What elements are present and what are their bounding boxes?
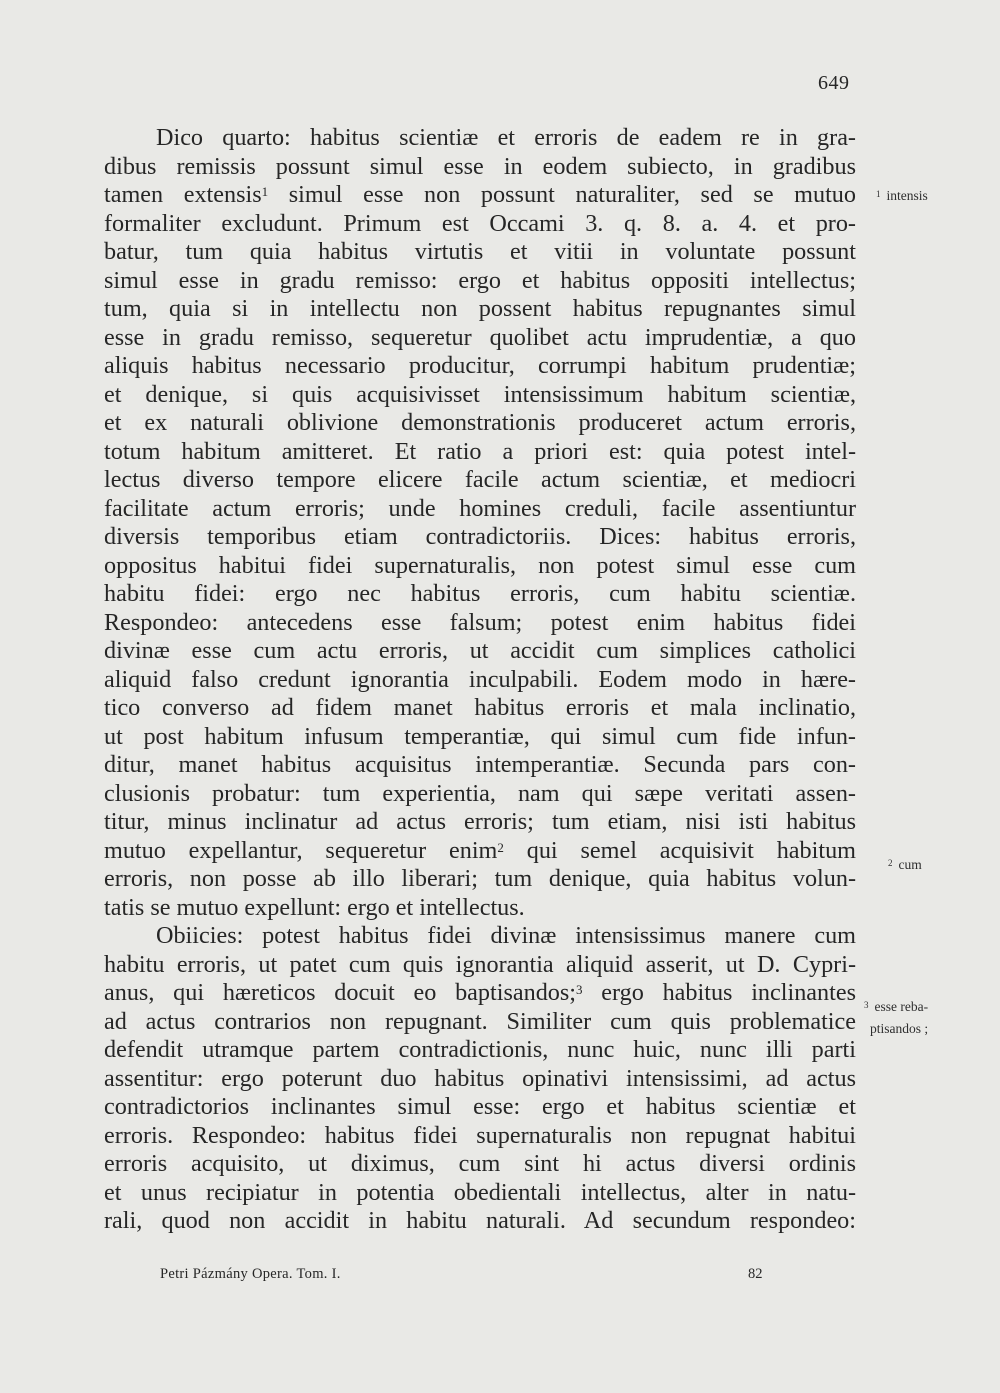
text-line-segment: Respondeo: antecedens esse falsum; potest enim habitus fidei <box>104 608 856 636</box>
text-line <box>104 210 856 239</box>
text-line <box>104 894 856 923</box>
text-line-segment: diversis temporibus etiam contradictoriis. Dices: habitus erroris, <box>104 523 856 550</box>
text-line-segment: simul esse in gradu remisso: ergo et habitus oppositi intellectus; <box>104 266 856 294</box>
text-line <box>104 523 856 552</box>
text-line-segment: lectus diverso tempore elicere facile actum scientiæ, et mediocri <box>104 466 856 493</box>
text-line <box>104 324 856 353</box>
text-line <box>104 637 856 666</box>
margin-note-3-continued-text: ptisandos ; <box>870 1021 929 1036</box>
text-line-segment: aliquis habitus necessario producitur, corrumpi habitum prudentiæ; <box>104 352 856 379</box>
text-line-segment: rali, quod non accidit in habitu naturali. Ad secundum respondeo: <box>104 1207 856 1234</box>
text-line <box>104 352 856 381</box>
text-line-segment: simul esse non possunt naturaliter, sed se mutuo <box>268 181 856 208</box>
margin-note-3-text: esse reba- <box>874 999 929 1014</box>
text-line <box>104 1065 856 1094</box>
text-line-segment: erroris acquisito, ut diximus, cum sint hi actus diversi ordinis <box>104 1150 856 1177</box>
text-line <box>104 609 856 638</box>
text-line <box>104 1122 856 1151</box>
text-line-segment: habitu erroris, ut patet cum quis ignorantia aliquid asserit, ut D. Cypri- <box>104 950 856 978</box>
text-line-segment: facilitate actum erroris; unde homines creduli, facile assentiuntur <box>104 494 856 522</box>
text-line <box>104 1036 856 1065</box>
text-line <box>104 694 856 723</box>
margin-note-2-text: cum <box>898 857 922 872</box>
text-line-segment: defendit utramque partem contradictionis, nunc huic, nunc illi parti <box>104 1036 856 1063</box>
text-line <box>104 1179 856 1208</box>
text-line <box>104 979 856 1008</box>
text-line-segment: et denique, si quis acquisivisset intensissimum habitum scientiæ, <box>104 380 856 408</box>
margin-note-1-text: intensis <box>886 188 928 203</box>
text-line-segment: erroris, non posse ab illo liberari; tum denique, quia habitus volun- <box>104 865 856 892</box>
text-line <box>104 552 856 581</box>
text-line-segment: ditur, manet habitus acquisitus intemperantiæ. Secunda pars con- <box>104 751 856 778</box>
text-line-segment: divinæ esse cum actu erroris, ut accidit cum simplices catholici <box>104 637 856 664</box>
margin-note-3-number: 3 <box>864 1000 869 1010</box>
text-line <box>104 951 856 980</box>
text-line-segment: dibus remissis possunt simul esse in eodem subiecto, in gradibus <box>104 152 856 180</box>
text-line <box>104 381 856 410</box>
text-line <box>104 780 856 809</box>
text-line-segment: et unus recipiatur in potentia obedientali intellectus, alter in natu- <box>104 1178 856 1206</box>
footnote-marker: 3 <box>576 982 583 997</box>
text-line-segment: habitu fidei: ergo nec habitus erroris, cum habitu scientiæ. <box>104 580 856 607</box>
text-line <box>104 238 856 267</box>
text-line-segment: tum, quia si in intellectu non possent habitus repugnantes simul <box>104 295 856 322</box>
margin-note-1-number: 1 <box>876 189 881 199</box>
text-line <box>104 808 856 837</box>
text-line <box>104 865 856 894</box>
text-line-segment: totum habitum amitteret. Et ratio a priori est: quia potest intel- <box>104 437 856 465</box>
margin-note-3 <box>864 998 928 1015</box>
text-line <box>104 580 856 609</box>
text-line-segment: aliquid falso credunt ignorantia inculpabili. Eodem modo in hære- <box>104 665 856 693</box>
margin-note-2 <box>888 856 922 873</box>
text-line <box>104 751 856 780</box>
page-number: 649 <box>818 72 850 94</box>
text-line-segment: titur, minus inclinatur ad actus erroris; tum etiam, nisi isti habitus <box>104 808 856 835</box>
text-line-segment: et ex naturali oblivione demonstrationis produceret actum erroris, <box>104 409 856 436</box>
text-line-segment: tico converso ad fidem manet habitus erroris et mala inclinatio, <box>104 694 856 721</box>
text-line-segment: qui semel acquisivit habitum <box>503 836 856 864</box>
text-line <box>104 438 856 467</box>
text-line <box>104 267 856 296</box>
body-text <box>104 124 856 1236</box>
text-line-segment: tatis se mutuo expellunt: ergo et intellectus. <box>104 893 525 921</box>
footnote-marker: 1 <box>261 184 269 199</box>
text-line-segment: assentitur: ergo poterunt duo habitus opinativi intensissimi, ad actus <box>104 1064 856 1092</box>
text-line-segment: formaliter excludunt. Primum est Occami 3. q. 8. a. 4. et pro- <box>104 209 856 237</box>
margin-note-2-number: 2 <box>888 858 893 868</box>
text-line-segment: ergo habitus inclinantes <box>582 979 856 1006</box>
text-line-segment: erroris. Respondeo: habitus fidei supernaturalis non repugnat habitui <box>104 1121 856 1149</box>
footer-title: Petri Pázmány Opera. Tom. I. <box>160 1266 341 1282</box>
text-line <box>104 495 856 524</box>
text-line <box>104 466 856 495</box>
margin-note-1 <box>876 187 928 204</box>
text-line <box>104 922 856 951</box>
text-line-segment: contradictorios inclinantes simul esse: ergo et habitus scientiæ et <box>104 1093 856 1120</box>
text-line-segment: anus, qui hæreticos docuit eo baptisandos; <box>104 979 577 1006</box>
text-line <box>104 409 856 438</box>
text-line-segment: oppositus habitui fidei supernaturalis, non potest simul esse cum <box>104 551 856 579</box>
text-line <box>104 723 856 752</box>
footer-signature: 82 <box>748 1266 763 1282</box>
text-line-segment: clusionis probatur: tum experientia, nam qui sæpe veritati assen- <box>104 779 856 807</box>
text-line <box>104 837 856 866</box>
text-line <box>104 1093 856 1122</box>
text-line-segment: esse in gradu remisso, sequeretur quolibet actu imprudentiæ, a quo <box>104 323 856 351</box>
text-line <box>104 153 856 182</box>
text-line-segment: ad actus contrarios non repugnant. Similiter cum quis problematice <box>104 1007 856 1035</box>
text-line-segment: ut post habitum infusum temperantiæ, qui simul cum fide infun- <box>104 722 856 750</box>
text-line <box>104 124 856 153</box>
text-line-segment: tamen extensis <box>104 181 262 208</box>
margin-note-3-continued <box>870 1020 928 1037</box>
text-line-segment: Dico quarto: habitus scientiæ et erroris de eadem re in gra- <box>156 124 856 151</box>
text-line <box>104 181 856 210</box>
text-line <box>104 1207 856 1236</box>
text-line-segment: batur, tum quia habitus virtutis et vitii in voluntate possunt <box>104 238 856 265</box>
footnote-marker: 2 <box>497 839 504 855</box>
text-line <box>104 1150 856 1179</box>
text-line-segment: Obiicies: potest habitus fidei divinæ intensissimus manere cum <box>156 922 856 949</box>
text-line-segment: mutuo expellantur, sequeretur enim <box>104 836 498 864</box>
text-line <box>104 666 856 695</box>
text-line <box>104 1008 856 1037</box>
text-line <box>104 295 856 324</box>
